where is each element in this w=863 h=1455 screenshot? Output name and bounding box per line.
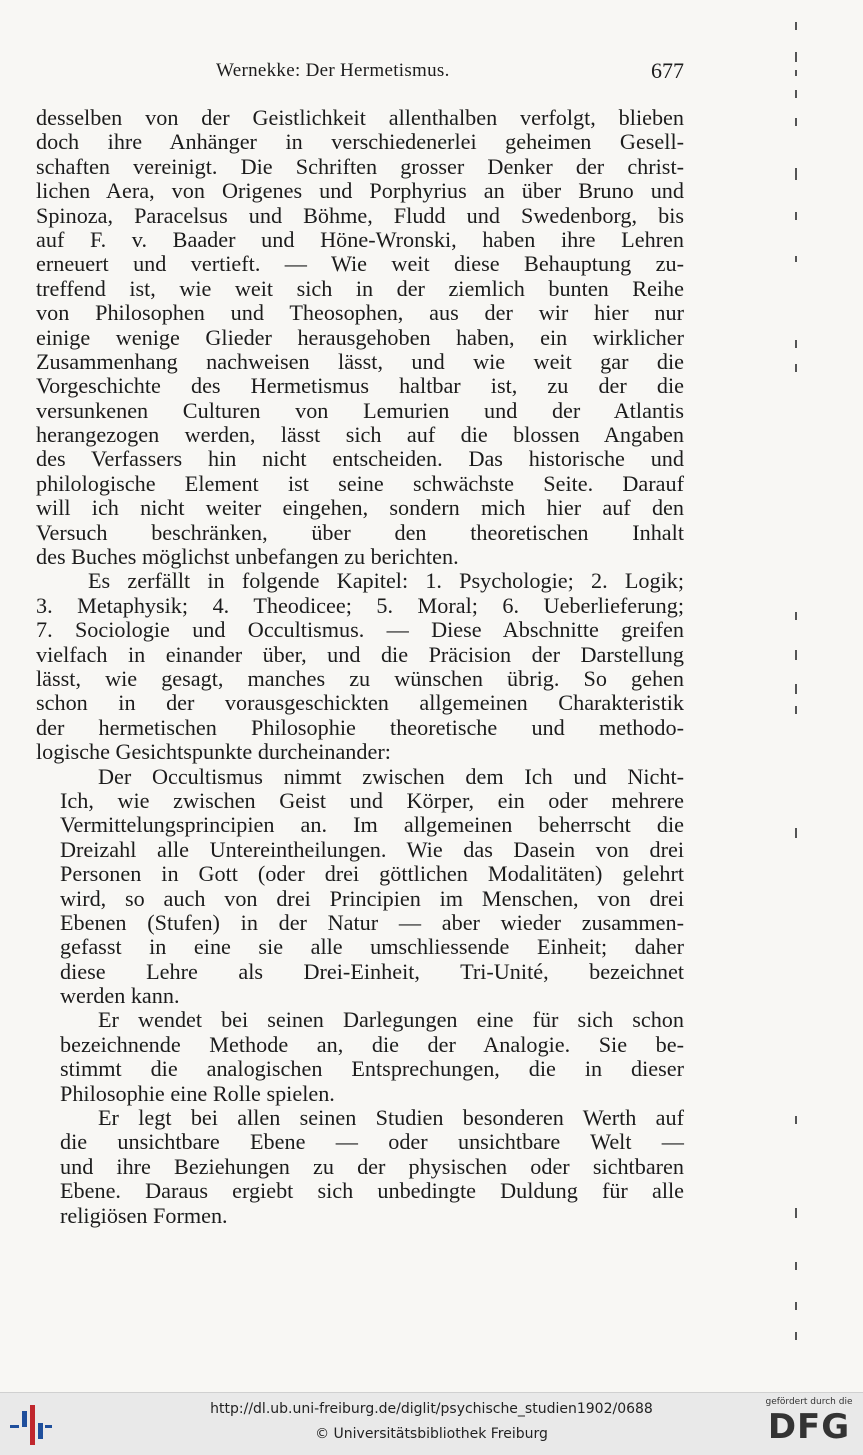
edge-mark xyxy=(795,340,797,348)
edge-mark xyxy=(795,22,797,30)
edge-mark xyxy=(795,212,797,220)
dfg-caption: gefördert durch die xyxy=(765,1397,853,1407)
quote-line: die unsichtbare Ebene — oder unsichtbare Welt — xyxy=(60,1129,684,1155)
text-line: 7. Sociologie und Occultismus. — Diese Abschnitte greifen xyxy=(36,617,684,643)
quote-line: wird, so auch von drei Principien im Menschen, von drei xyxy=(60,885,684,911)
quote-line: Er legt bei allen seinen Studien besonderen Werth auf xyxy=(98,1105,684,1131)
dfg-text: DFG xyxy=(767,1407,851,1447)
edge-mark xyxy=(795,684,797,694)
page-header xyxy=(36,58,684,90)
quote-line: Vermittelungsprincipien an. Im allgemeinen beherrscht die xyxy=(60,812,684,838)
text-line: lässt, wie gesagt, manches zu wünschen übrig. So gehen xyxy=(36,665,684,691)
text-line: erneuert und vertieft. — Wie weit diese Behauptung zu- xyxy=(36,251,684,277)
text-line: vielfach in einander über, und die Präcision der Darstellung xyxy=(36,641,684,667)
edge-mark xyxy=(795,1262,797,1270)
text-line: versunkenen Culturen von Lemurien und der Atlantis xyxy=(36,397,684,423)
edge-mark xyxy=(795,118,797,126)
text-line: treffend ist, wie weit sich in der ziemlich bunten Reihe xyxy=(36,275,684,301)
edge-mark xyxy=(795,168,797,180)
text-line: schaften vereinigt. Die Schriften grosser Denker der christ- xyxy=(36,153,684,179)
text-line: desselben von der Geistlichkeit allenthalben verfolgt, blieben xyxy=(36,105,684,130)
page-number: 677 xyxy=(651,58,684,83)
quote-line: Ebene. Daraus ergiebt sich unbedingte Duldung für alle xyxy=(60,1178,684,1204)
text-line: 3. Metaphysik; 4. Theodicee; 5. Moral; 6. Ueberlieferung; xyxy=(36,592,684,618)
quote-line: Personen in Gott (oder drei göttlichen Modalitäten) gelehrt xyxy=(60,861,684,887)
edge-mark xyxy=(795,90,797,98)
quote-line: Ich, wie zwischen Geist und Körper, ein oder mehrere xyxy=(60,787,684,813)
quote-line: Dreizahl alle Untereintheilungen. Wie das Dasein von drei xyxy=(60,836,684,862)
running-head: Wernekke: Der Hermetismus. xyxy=(216,60,450,81)
text-line: einige wenige Glieder herausgehoben haben, ein wirklicher xyxy=(36,324,684,350)
quote-line: gefasst in eine sie alle umschliessende Einheit; daher xyxy=(60,934,684,960)
text-line: will ich nicht weiter eingehen, sondern mich hier auf den xyxy=(36,495,684,521)
edge-mark xyxy=(795,612,797,620)
text-line: auf F. v. Baader und Höne-Wronski, haben ihre Lehren xyxy=(36,226,684,252)
quote-line: Philosophie eine Rolle spielen. xyxy=(60,1080,335,1106)
viewer-footer xyxy=(0,1392,863,1455)
edge-mark xyxy=(795,364,797,372)
edge-mark xyxy=(795,650,797,660)
text-line: lichen Aera, von Origenes und Porphyrius an über Bruno und xyxy=(36,178,684,204)
quote-line: diese Lehre als Drei-Einheit, Tri-Unité, bezeichnet xyxy=(60,958,684,984)
quote-line: und ihre Beziehungen zu der physischen oder sichtbaren xyxy=(60,1153,684,1179)
edge-mark xyxy=(795,1302,797,1310)
page-url-link[interactable]: http://dl.ub.uni-freiburg.de/diglit/psychische_studien1902/0688 xyxy=(210,1401,653,1417)
text-line: philologische Element ist seine schwächste Seite. Darauf xyxy=(36,470,684,496)
edge-mark xyxy=(795,1116,797,1124)
text-line: von Philosophen und Theosophen, aus der wir hier nur xyxy=(36,300,684,326)
edge-mark xyxy=(795,70,797,76)
text-line: Es zerfällt in folgende Kapitel: 1. Psychologie; 2. Logik; xyxy=(88,568,684,594)
text-line: Versuch beschränken, über den theoretischen Inhalt xyxy=(36,519,684,545)
dfg-logo-icon xyxy=(763,1397,855,1451)
quote-line: Er wendet bei seinen Darlegungen eine für sich schon xyxy=(98,1007,684,1033)
edge-mark xyxy=(795,1208,797,1218)
edge-mark xyxy=(795,256,797,262)
text-line: logische Gesichtspunkte durcheinander: xyxy=(36,739,391,765)
quote-line: Der Occultismus nimmt zwischen dem Ich und Nicht- xyxy=(98,763,684,789)
text-line: schon in der vorausgeschickten allgemeinen Charakteristik xyxy=(36,690,684,716)
quote-line: werden kann. xyxy=(60,983,180,1009)
edge-mark xyxy=(795,828,797,838)
quote-line: stimmt die analogischen Entsprechungen, die in dieser xyxy=(60,1056,684,1082)
text-line: des Buches möglichst unbefangen zu berichten. xyxy=(36,544,459,570)
quote-line: bezeichnende Methode an, die der Analogie. Sie be- xyxy=(60,1031,684,1057)
quote-line: Ebenen (Stufen) in der Natur — aber wieder zusammen- xyxy=(60,909,684,935)
binding-edge-marks xyxy=(795,0,815,1390)
edge-mark xyxy=(795,52,797,62)
edge-mark xyxy=(795,706,797,714)
text-line: Zusammenhang nachweisen lässt, und wie weit gar die xyxy=(36,348,684,374)
text-line: Vorgeschichte des Hermetismus haltbar ist, zu der die xyxy=(36,373,684,399)
text-line: doch ihre Anhänger in verschiedenerlei geheimen Gesell- xyxy=(36,129,684,155)
text-line: Spinoza, Paracelsus und Böhme, Fludd und Swedenborg, bis xyxy=(36,202,684,228)
quote-line: religiösen Formen. xyxy=(60,1202,228,1228)
copyright-notice: © Universitätsbibliothek Freiburg xyxy=(315,1426,548,1442)
edge-mark xyxy=(795,1332,797,1340)
text-line: der hermetischen Philosophie theoretische und methodo- xyxy=(36,714,684,740)
text-line: des Verfassers hin nicht entscheiden. Das historische und xyxy=(36,446,684,472)
body-text xyxy=(36,106,684,1228)
text-line: herangezogen werden, lässt sich auf die blossen Angaben xyxy=(36,422,684,448)
